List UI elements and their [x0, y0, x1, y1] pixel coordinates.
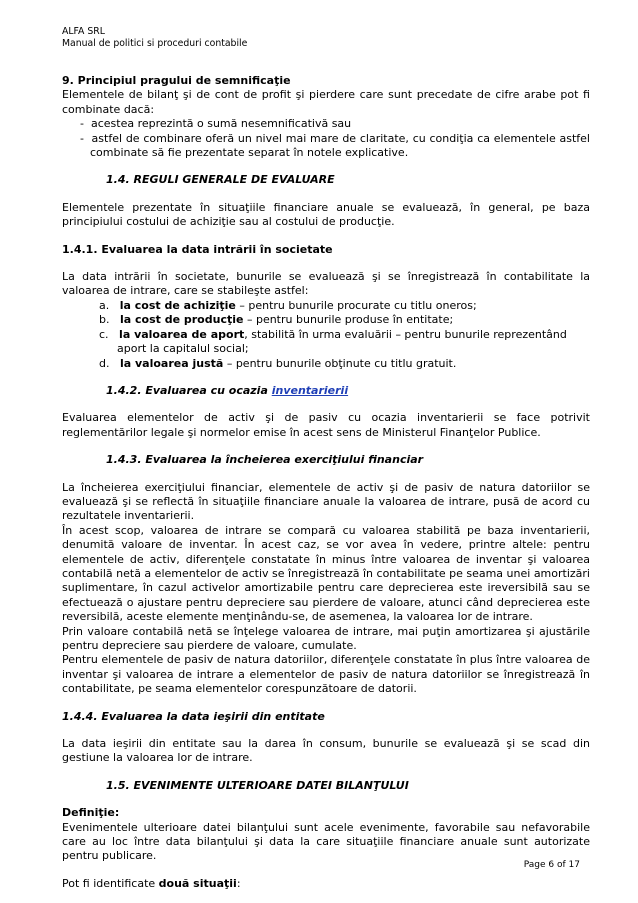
- section-1-4-3-p4: Pentru elementele de pasiv de natura datoriilor, diferenţele constatate în plus între valoarea de inventar şi valoarea de intrare a elementelor de pasiv de natura datoriilor se înregistrează în contabilitate, pe seama elementelor corespunzătoare de datorii.: [62, 653, 590, 696]
- situations-line: Pot fi identificate două situaţii:: [62, 876, 241, 890]
- section-1-4-1-heading: 1.4.1. Evaluarea la data intrării în societate: [62, 242, 333, 256]
- definition-text: Evenimentele ulterioare datei bilanţului sunt acele evenimente, favorabile sau nefavorabile care au loc între data bilanţului şi data la care situaţiile financiare anuale sunt autorizate pentru publicare.: [62, 820, 590, 863]
- page-number: Page 6 of 17: [523, 860, 580, 870]
- section-9-intro: Elementele de bilanţ şi de cont de profit şi pierdere care sunt precedate de cifre arabe pot fi combinate dacă:: [62, 88, 590, 116]
- section-9-list: [62, 117, 590, 160]
- list-item: a. la cost de achiziţie – pentru bunurile procurate cu titlu oneros;: [99, 298, 477, 312]
- section-1-4-3-p3: Prin valoare contabilă netă se înţelege valoarea de intrare, mai puţin amortizarea şi ajustările pentru depreciere sau pierdere de valoare, cumulate.: [62, 624, 590, 652]
- list-item: - astfel de combinare oferă un nivel mai mare de claritate, cu condiţia ca elementele astfel combinate să fie prezentate separat în notele explicative.: [80, 131, 590, 160]
- section-9-heading: 9. Principiul pragului de semnificaţie: [62, 74, 291, 87]
- company-name: ALFA SRL: [62, 26, 105, 37]
- definition-label: Definiţie:: [62, 806, 120, 820]
- list-item: - acestea reprezintă o sumă nesemnificativă sau: [80, 117, 352, 131]
- section-1-4-4-heading: 1.4.4. Evaluarea la data ieşirii din entitate: [62, 709, 325, 723]
- section-1-4-2-heading: 1.4.2. Evaluarea cu ocazia inventarierii: [106, 383, 349, 397]
- list-item: b. la cost de producţie – pentru bunurile produse în entitate;: [99, 313, 454, 327]
- list-item: c. la valoarea de aport, stabilită în urma evaluării – pentru bunurile reprezentând aport la capitalul social;: [99, 327, 567, 356]
- section-1-4-3-p1: La încheierea exerciţiului financiar, elementele de activ şi de pasiv de natura datoriilor se evaluează şi se reflectă în situaţiile financiare anuale la valoarea de intrare, pusă de acord cu rezultatele inventarierii.: [62, 480, 590, 523]
- section-1-4-heading: 1.4. REGULI GENERALE DE EVALUARE: [106, 173, 335, 187]
- section-1-4-1-intro: La data intrării în societate, bunurile se evaluează şi se înregistrează în contabilitate la valoarea de intrare, care se stabileşte astfel:: [62, 270, 590, 298]
- section-1-4-2-text: Evaluarea elementelor de activ şi de pasiv cu ocazia inventarierii se face potrivit reglementărilor legale şi normelor emise în acest sens de Ministerul Finanţelor Publice.: [62, 411, 590, 439]
- list-item: d. la valoarea justă – pentru bunurile obţinute cu titlu gratuit.: [99, 356, 457, 370]
- section-1-5-heading: 1.5. EVENIMENTE ULTERIOARE DATEI BILANŢULUI: [106, 778, 409, 792]
- section-1-4-text: Elementele prezentate în situaţiile financiare anuale se evaluează, în general, pe baza principiului costului de achiziţie sau al costului de producţie.: [62, 200, 590, 229]
- section-1-4-3-p2: În acest scop, valoarea de intrare se compară cu valoarea stabilită pe baza inventarierii, denumită valoare de inventar. În acest caz, se vor avea în vedere, printre altele: pentru elementele de activ, diferenţele constatate în minus între valoarea de inventar şi valoarea contabilă netă a elementelor de activ se înregistrează în contabilitate pe seama unei amortizări suplimentare, în cazul activelor amortizabile pentru care deprecierea este ireversibilă sau se efectuează o ajustare pentru depreciere sau pierdere de valoare, atunci când deprecierea este reversibilă, aceste elemente menţinându-se, de asemenea, la valoarea lor de intrare.: [62, 523, 590, 624]
- document-page: [62, 26, 590, 891]
- manual-title: Manual de politici si proceduri contabile: [62, 38, 248, 49]
- valuation-list: [62, 299, 590, 371]
- inventory-link[interactable]: inventarierii: [271, 383, 349, 397]
- section-1-4-4-text: La data ieşirii din entitate sau la darea în consum, bunurile se evaluează şi se scad din gestiune la valoarea lor de intrare.: [62, 737, 590, 765]
- section-1-4-3-heading: 1.4.3. Evaluarea la încheierea exerciţiului financiar: [106, 453, 424, 467]
